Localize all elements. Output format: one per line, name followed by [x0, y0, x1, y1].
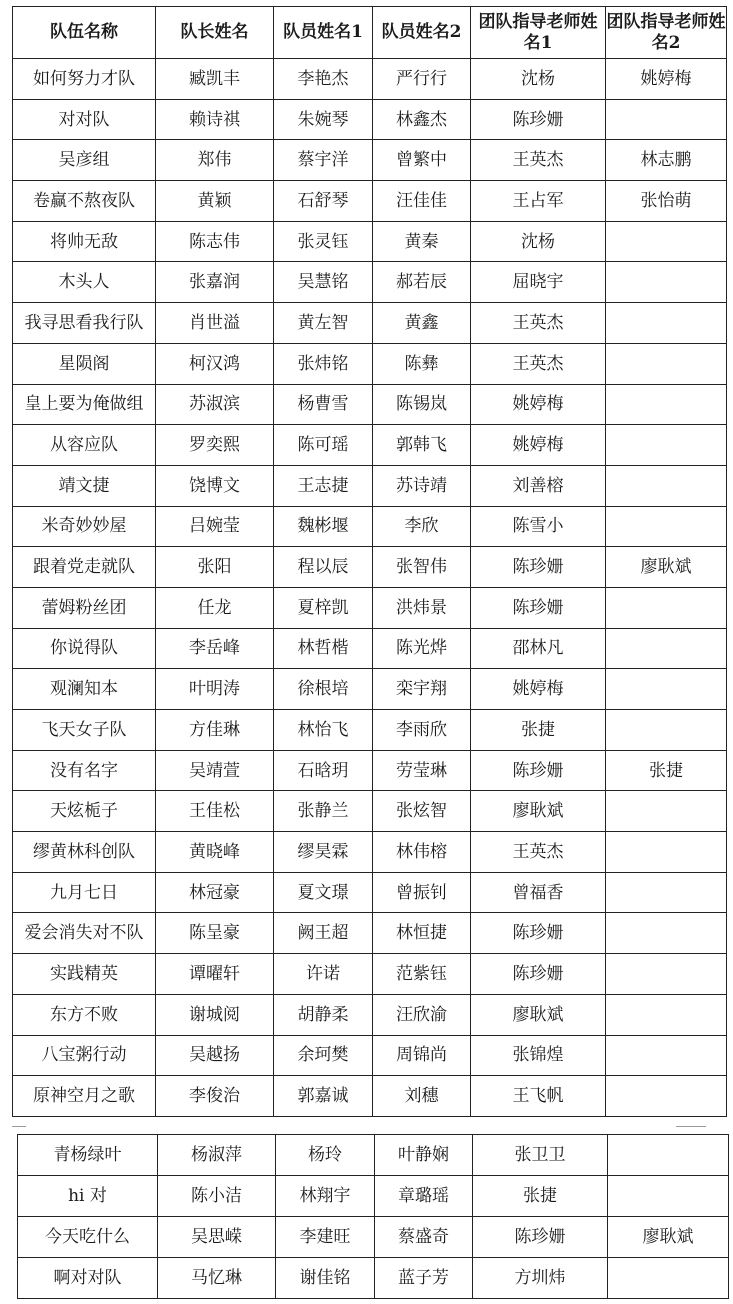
- team-name-cell: 蕾姆粉丝团: [13, 587, 156, 628]
- table-row: [13, 710, 727, 751]
- table-row: [13, 99, 727, 140]
- team-name-cell: 米奇妙妙屋: [13, 506, 156, 547]
- member-1-cell: 石晗玥: [274, 750, 373, 791]
- team-name-cell: 如何努力才队: [13, 59, 156, 100]
- advisor-1-cell: 沈杨: [471, 221, 606, 262]
- advisor-1-cell: 曾福香: [471, 872, 606, 913]
- advisor-2-cell: [608, 1176, 729, 1217]
- advisor-2-cell: 姚婷梅: [606, 59, 727, 100]
- table-row: [13, 262, 727, 303]
- advisor-1-cell: 陈珍姗: [471, 750, 606, 791]
- member-2-cell: 劳莹琳: [373, 750, 471, 791]
- captain-cell: 罗奕熙: [156, 425, 274, 466]
- advisor-1-cell: 王英杰: [471, 832, 606, 873]
- page-break-mark: [12, 1126, 26, 1127]
- member-2-cell: 叶静娴: [375, 1135, 473, 1176]
- team-name-cell: 八宝粥行动: [13, 1035, 156, 1076]
- table-row: [13, 221, 727, 262]
- table-row: [18, 1217, 729, 1258]
- team-name-cell: 今天吃什么: [18, 1217, 158, 1258]
- table-row: [13, 832, 727, 873]
- member-1-cell: 李建旺: [276, 1217, 375, 1258]
- team-name-cell: 观澜知本: [13, 669, 156, 710]
- member-1-cell: 陈可瑶: [274, 425, 373, 466]
- team-name-cell: 实践精英: [13, 954, 156, 995]
- member-1-cell: 林哲楷: [274, 628, 373, 669]
- captain-cell: 黄颖: [156, 181, 274, 222]
- advisor-1-cell: 屈晓宇: [471, 262, 606, 303]
- member-2-cell: 林鑫杰: [373, 99, 471, 140]
- captain-cell: 陈志伟: [156, 221, 274, 262]
- member-1-cell: 胡静柔: [274, 994, 373, 1035]
- table-body: [13, 59, 727, 1117]
- captain-cell: 任龙: [156, 587, 274, 628]
- member-2-cell: 洪炜景: [373, 587, 471, 628]
- advisor-2-cell: [606, 221, 727, 262]
- advisor-2-cell: 廖耿斌: [606, 547, 727, 588]
- advisor-1-cell: 陈雪小: [471, 506, 606, 547]
- member-1-cell: 魏彬堰: [274, 506, 373, 547]
- member-1-cell: 王志捷: [274, 465, 373, 506]
- advisor-2-cell: [606, 1035, 727, 1076]
- member-1-cell: 朱婉琴: [274, 99, 373, 140]
- member-1-cell: 石舒琴: [274, 181, 373, 222]
- table-row: [13, 506, 727, 547]
- captain-cell: 王佳松: [156, 791, 274, 832]
- advisor-2-cell: [606, 262, 727, 303]
- advisor-1-cell: 方圳炜: [473, 1258, 608, 1299]
- advisor-1-cell: 姚婷梅: [471, 669, 606, 710]
- table-row: [13, 384, 727, 425]
- member-2-cell: 李欣: [373, 506, 471, 547]
- advisor-2-cell: 廖耿斌: [608, 1217, 729, 1258]
- member-2-cell: 陈彝: [373, 343, 471, 384]
- captain-cell: 谢城阅: [156, 994, 274, 1035]
- advisor-2-cell: [608, 1135, 729, 1176]
- member-2-cell: 蔡盛奇: [375, 1217, 473, 1258]
- captain-cell: 苏淑滨: [156, 384, 274, 425]
- member-2-cell: 章璐瑶: [375, 1176, 473, 1217]
- team-name-cell: 对对队: [13, 99, 156, 140]
- member-2-cell: 周锦尚: [373, 1035, 471, 1076]
- captain-cell: 黄晓峰: [156, 832, 274, 873]
- team-name-cell: 没有名字: [13, 750, 156, 791]
- team-name-cell: 皇上要为俺做组: [13, 384, 156, 425]
- advisor-2-cell: [606, 384, 727, 425]
- captain-cell: 张阳: [156, 547, 274, 588]
- team-name-cell: 跟着党走就队: [13, 547, 156, 588]
- captain-cell: 吕婉莹: [156, 506, 274, 547]
- captain-cell: 臧凯丰: [156, 59, 274, 100]
- captain-cell: 林冠豪: [156, 872, 274, 913]
- advisor-1-cell: 邵林凡: [471, 628, 606, 669]
- member-1-cell: 程以辰: [274, 547, 373, 588]
- table-row: [13, 59, 727, 100]
- team-name-cell: 缪黄林科创队: [13, 832, 156, 873]
- table-row: [13, 669, 727, 710]
- header-row: [13, 7, 727, 59]
- member-2-cell: 蓝子芳: [375, 1258, 473, 1299]
- advisor-1-cell: 姚婷梅: [471, 384, 606, 425]
- captain-cell: 陈呈豪: [156, 913, 274, 954]
- team-name-cell: 卷赢不熬夜队: [13, 181, 156, 222]
- member-1-cell: 蔡宇洋: [274, 140, 373, 181]
- table-row: [13, 954, 727, 995]
- advisor-2-cell: [606, 954, 727, 995]
- table-row: [13, 140, 727, 181]
- member-1-cell: 夏文璟: [274, 872, 373, 913]
- advisor-2-cell: [606, 99, 727, 140]
- member-1-cell: 缪昊霖: [274, 832, 373, 873]
- advisor-2-cell: [606, 303, 727, 344]
- advisor-1-cell: 王占军: [471, 181, 606, 222]
- member-1-cell: 余珂樊: [274, 1035, 373, 1076]
- advisor-1-cell: 姚婷梅: [471, 425, 606, 466]
- team-name-cell: 我寻思看我行队: [13, 303, 156, 344]
- table-row: [13, 913, 727, 954]
- member-2-cell: 张炫智: [373, 791, 471, 832]
- captain-cell: 柯汉鸿: [156, 343, 274, 384]
- team-name-cell: 从容应队: [13, 425, 156, 466]
- advisor-1-cell: 陈珍姗: [473, 1217, 608, 1258]
- captain-cell: 肖世溢: [156, 303, 274, 344]
- advisor-2-cell: [606, 994, 727, 1035]
- advisor-1-cell: 陈珍姗: [471, 913, 606, 954]
- member-2-cell: 严行行: [373, 59, 471, 100]
- table-row: [13, 587, 727, 628]
- table-row: [13, 994, 727, 1035]
- team-name-cell: 星陨阁: [13, 343, 156, 384]
- member-2-cell: 陈锡岚: [373, 384, 471, 425]
- table-row: [13, 872, 727, 913]
- advisor-1-cell: 王英杰: [471, 343, 606, 384]
- member-1-cell: 黄左智: [274, 303, 373, 344]
- advisor-1-cell: 张卫卫: [473, 1135, 608, 1176]
- member-1-cell: 林翔宇: [276, 1176, 375, 1217]
- team-name-cell: 你说得队: [13, 628, 156, 669]
- advisor-2-cell: [606, 791, 727, 832]
- table-row: [13, 628, 727, 669]
- table-row: [13, 1035, 727, 1076]
- member-1-cell: 谢佳铭: [276, 1258, 375, 1299]
- table-body-continued: [18, 1135, 729, 1299]
- table-row: [13, 547, 727, 588]
- member-2-cell: 汪佳佳: [373, 181, 471, 222]
- advisor-2-cell: [608, 1258, 729, 1299]
- advisor-2-cell: 林志鹏: [606, 140, 727, 181]
- member-1-cell: 李艳杰: [274, 59, 373, 100]
- advisor-1-cell: 张锦煌: [471, 1035, 606, 1076]
- captain-cell: 赖诗祺: [156, 99, 274, 140]
- captain-cell: 谭曜轩: [156, 954, 274, 995]
- header-member-1: 队员姓名1: [274, 7, 373, 59]
- advisor-2-cell: 张捷: [606, 750, 727, 791]
- team-name-cell: 将帅无敌: [13, 221, 156, 262]
- member-2-cell: 林恒捷: [373, 913, 471, 954]
- advisor-2-cell: [606, 628, 727, 669]
- captain-cell: 马忆琳: [158, 1258, 276, 1299]
- member-1-cell: 郭嘉诚: [274, 1076, 373, 1117]
- advisor-2-cell: [606, 587, 727, 628]
- page-break-mark: [676, 1126, 706, 1127]
- captain-cell: 杨淑萍: [158, 1135, 276, 1176]
- member-2-cell: 刘穗: [373, 1076, 471, 1117]
- member-1-cell: 杨曹雪: [274, 384, 373, 425]
- advisor-1-cell: 刘善榕: [471, 465, 606, 506]
- advisor-1-cell: 王飞帆: [471, 1076, 606, 1117]
- captain-cell: 吴思嵘: [158, 1217, 276, 1258]
- member-1-cell: 许诺: [274, 954, 373, 995]
- advisor-1-cell: 陈珍姗: [471, 547, 606, 588]
- advisor-2-cell: [606, 913, 727, 954]
- team-table-continued: [17, 1134, 729, 1299]
- captain-cell: 李岳峰: [156, 628, 274, 669]
- advisor-1-cell: 陈珍姗: [471, 954, 606, 995]
- member-1-cell: 张静兰: [274, 791, 373, 832]
- member-2-cell: 李雨欣: [373, 710, 471, 751]
- header-team-name: 队伍名称: [13, 7, 156, 59]
- table-row: [13, 303, 727, 344]
- captain-cell: 叶明涛: [156, 669, 274, 710]
- advisor-2-cell: [606, 343, 727, 384]
- advisor-2-cell: [606, 832, 727, 873]
- team-name-cell: 爱会消失对不队: [13, 913, 156, 954]
- team-name-cell: 木头人: [13, 262, 156, 303]
- member-1-cell: 阙王超: [274, 913, 373, 954]
- advisor-2-cell: [606, 506, 727, 547]
- header-advisor-2: 团队指导老师姓名2: [606, 7, 727, 59]
- advisor-2-cell: [606, 1076, 727, 1117]
- captain-cell: 方佳琳: [156, 710, 274, 751]
- advisor-2-cell: [606, 465, 727, 506]
- captain-cell: 郑伟: [156, 140, 274, 181]
- member-1-cell: 张炜铭: [274, 343, 373, 384]
- advisor-1-cell: 张捷: [473, 1176, 608, 1217]
- team-name-cell: 九月七日: [13, 872, 156, 913]
- captain-cell: 张嘉润: [156, 262, 274, 303]
- member-1-cell: 夏梓凯: [274, 587, 373, 628]
- advisor-1-cell: 陈珍姗: [471, 99, 606, 140]
- team-name-cell: 原神空月之歌: [13, 1076, 156, 1117]
- advisor-2-cell: [606, 425, 727, 466]
- team-table: [12, 6, 727, 1117]
- member-2-cell: 汪欣渝: [373, 994, 471, 1035]
- captain-cell: 饶博文: [156, 465, 274, 506]
- team-name-cell: 飞天女子队: [13, 710, 156, 751]
- member-1-cell: 杨玲: [276, 1135, 375, 1176]
- table-row: [13, 791, 727, 832]
- captain-cell: 吴靖萱: [156, 750, 274, 791]
- team-name-cell: 吴彦组: [13, 140, 156, 181]
- advisor-1-cell: 沈杨: [471, 59, 606, 100]
- member-2-cell: 范紫钰: [373, 954, 471, 995]
- member-1-cell: 徐根培: [274, 669, 373, 710]
- header-advisor-1: 团队指导老师姓名1: [471, 7, 606, 59]
- advisor-1-cell: 廖耿斌: [471, 791, 606, 832]
- member-2-cell: 郝若辰: [373, 262, 471, 303]
- member-1-cell: 吴慧铭: [274, 262, 373, 303]
- advisor-2-cell: [606, 710, 727, 751]
- table-row: [13, 750, 727, 791]
- table-row: [13, 465, 727, 506]
- table-row: [13, 1076, 727, 1117]
- table-row: [13, 343, 727, 384]
- advisor-1-cell: 廖耿斌: [471, 994, 606, 1035]
- team-name-cell: 天炫栀子: [13, 791, 156, 832]
- advisor-2-cell: [606, 872, 727, 913]
- team-name-cell: 啊对对队: [18, 1258, 158, 1299]
- member-2-cell: 陈光烨: [373, 628, 471, 669]
- member-2-cell: 黄鑫: [373, 303, 471, 344]
- team-name-cell: 靖文捷: [13, 465, 156, 506]
- member-1-cell: 张灵钰: [274, 221, 373, 262]
- table-row: [18, 1135, 729, 1176]
- table-row: [13, 181, 727, 222]
- table-row: [18, 1258, 729, 1299]
- advisor-2-cell: [606, 669, 727, 710]
- member-2-cell: 张智伟: [373, 547, 471, 588]
- member-2-cell: 曾振钊: [373, 872, 471, 913]
- advisor-2-cell: 张怡萌: [606, 181, 727, 222]
- member-2-cell: 曾繁中: [373, 140, 471, 181]
- captain-cell: 李俊治: [156, 1076, 274, 1117]
- captain-cell: 吴越扬: [156, 1035, 274, 1076]
- table-row: [18, 1176, 729, 1217]
- captain-cell: 陈小洁: [158, 1176, 276, 1217]
- member-2-cell: 黄秦: [373, 221, 471, 262]
- team-name-cell: hi 对: [18, 1176, 158, 1217]
- advisor-1-cell: 张捷: [471, 710, 606, 751]
- advisor-1-cell: 陈珍姗: [471, 587, 606, 628]
- table-row: [13, 425, 727, 466]
- member-1-cell: 林怡飞: [274, 710, 373, 751]
- team-name-cell: 青杨绿叶: [18, 1135, 158, 1176]
- member-2-cell: 林伟榕: [373, 832, 471, 873]
- advisor-1-cell: 王英杰: [471, 303, 606, 344]
- header-captain-name: 队长姓名: [156, 7, 274, 59]
- team-name-cell: 东方不败: [13, 994, 156, 1035]
- member-2-cell: 栾宇翔: [373, 669, 471, 710]
- header-member-2: 队员姓名2: [373, 7, 471, 59]
- advisor-1-cell: 王英杰: [471, 140, 606, 181]
- member-2-cell: 苏诗靖: [373, 465, 471, 506]
- member-2-cell: 郭韩飞: [373, 425, 471, 466]
